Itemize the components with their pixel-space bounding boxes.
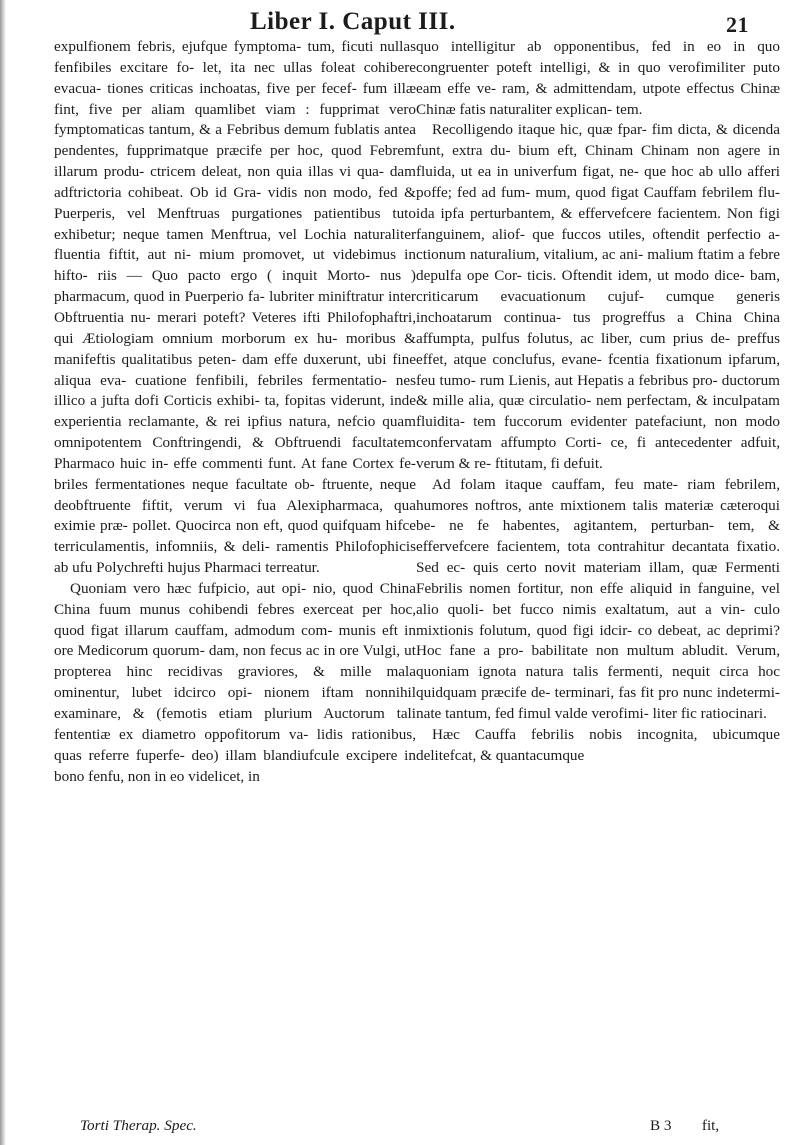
left-paragraph-2: Quoniam vero hæc fufpicio, aut opi- nio, quod China China fuum munus cohibendi febres exerceat per hoc, quod figat illarum cauffam, admodum com- munis eft in ore Medicorum quorum- dam, non fecus ac in ore Vulgi, ut propterea hinc recidivas graviores, & mille mala ominentur, lubet idcirco opi- nionem iftam nonnihil examinare, & (femotis etiam plurium Auctorum tali fententiæ ex diametro oppofitorum va- lidis rationibus, quas referre fuperfe- deo) illam blandiufcule excipere in bono fenfu, non in eo videlicet, in xyxy=(54,579,416,785)
left-column xyxy=(54,37,416,787)
right-paragraph-3: Ad folam itaque cauffam, feu mate- riam febrilem, humores noftros, ante mixtionem talis materiæ cæteroqui be- ne fe habentes, agitantem, perturban- tem, & effervefcere facientem, tota contrahitur decantata fixatio. Sed ec- quis certo novit materiam illam, quæ Fermenti Febrilis nomen fortitur, non effe aliquid in fanguine, vel alio quoli- bet fucco nimis exaltatum, aut a vin- culo mixtionis folutum, quod figi idcir- co debeat, ac deprimi? Hoc fane a pro- babilitate non multum abludit. Verum, quoniam ignota natura talis fermenti, nequit circa hoc quidquam præcife de- terminari, fas fit pro nunc indetermi- nate tantum, fed fimul valde verofimi- liter fic ratiocinari. xyxy=(416,475,780,722)
right-paragraph-1: quo intelligitur ab opponentibus, fed in eo in quo congruenter poteft intelligi, & in quo verofimiliter puto eam effe ve- ram, & admittendam, utpote effectus Chinæ Chinæ fatis naturaliter explican- tem. xyxy=(416,38,780,118)
footer-catchphrase: Torti Therap. Spec. xyxy=(80,1117,197,1134)
right-column xyxy=(416,37,780,767)
right-paragraph-2: Recolligendo itaque hic, quæ fpar- fim dicta, & dicenda funt, extra du- bium eft, Chinam Chinam non agere in fluida, ut ea in univerfum figat, ne- que hoc ab ullo afferi poffe; fed ad fum- mum, quod figat Cauffam febrilem flu- ida ipfa perturbantem, & effervefcere facientem. Non figi fanguinem, aliof- que fuccos utiles, oftendit perfectio a- ctionum naturalium, vitalium, ac ani- malium ftatim a febre depulfa ope Cor- ticis. Oftendit idem, ut modo dice- bam, criticarum evacuationum cujuf- cumque generis inchoatarum continua- tus progreffus a China China affumpta, pulfus folutus, ac liber, cum prius de- preffus effet, atque conclufus, evane- fcentia fixationum ipfarum, feu tumo- rum Lienis, aut Hepatis a febribus pro- ductorum & mille alia, quæ circulatio- nem perfectam, & inculpatam fluidita- tem fuccorum evidenter patefaciunt, non modo confervatam affumpto Corti- ce, fi antecedenter adfuit, verum & re- ftitutam, fi defuit. xyxy=(416,121,780,472)
right-paragraph-4: Hæc Cauffa febrilis nobis incognita, ubicumque delitefcat, & quantacumque xyxy=(416,725,780,764)
signature-mark: B 3 xyxy=(650,1117,672,1134)
footer-signature-catchword xyxy=(650,1117,719,1135)
binding-edge xyxy=(0,0,6,1145)
page-number: 21 xyxy=(726,12,749,37)
running-title: Liber I. Caput III. xyxy=(250,8,456,35)
catchword: fit, xyxy=(701,1117,720,1134)
running-header xyxy=(250,2,790,42)
left-paragraph-1: expulfionem febris, ejufque fymptoma- tum, ficuti nullas fenfibiles excitare fo- let, ita nec ullas foleat cohibere evacua- tiones criticas inchoatas, five per fecef- fum illæ fint, five per aliam quamlibet viam : fupprimat vero fymptomaticas tantum, & a Febribus demum fublatis antea pendentes, fupprimatque præcife per hoc, quod Febrem illarum produ- ctricem deleat, non quia illas vi qua- dam adftrictoria cohibeat. Ob id Gra- vidis non modo, fed & Puerperis, vel Menftruas purgationes patientibus tuto exhibetur; neque tamen Menftrua, vel Lochia naturaliter fluentia fiftit, aut ni- mium promovet, ut videbimus in hifto- riis — Quo pacto ergo ( inquit Morto- nus ) pharmacum, quod in Puerperio fa- lubriter miniftratur inter Obftruentia nu- merari poteft? Veteres ifti Philofophaftri, qui Ætiologiam omnium morborum ex hu- moribus & manifeftis qualitatibus peten- dam effe duxerunt, ubi fine aliqua eva- cuatione fenfibili, febriles fermentatio- nes illico a jufta dofi Corticis exhibi- ta, fopitas viderunt, inde experientia reclamante, & rei ipfius natura, nefcio quam omnipotentem Conftringendi, & Obftruendi facultatem Pharmaco huic in- effe commenti funt. At fane Cortex fe- briles fermentationes neque facultate ob- ftruente, neque deobftruente fiftit, verum vi fua Alexipharmaca, qua eximie præ- pollet. Quocirca non eft, quod quifquam hifce terriculamentis, infomniis, & deli- ramentis Philofophicis ab ufu Polychrefti hujus Pharmaci terreatur. xyxy=(54,38,416,577)
